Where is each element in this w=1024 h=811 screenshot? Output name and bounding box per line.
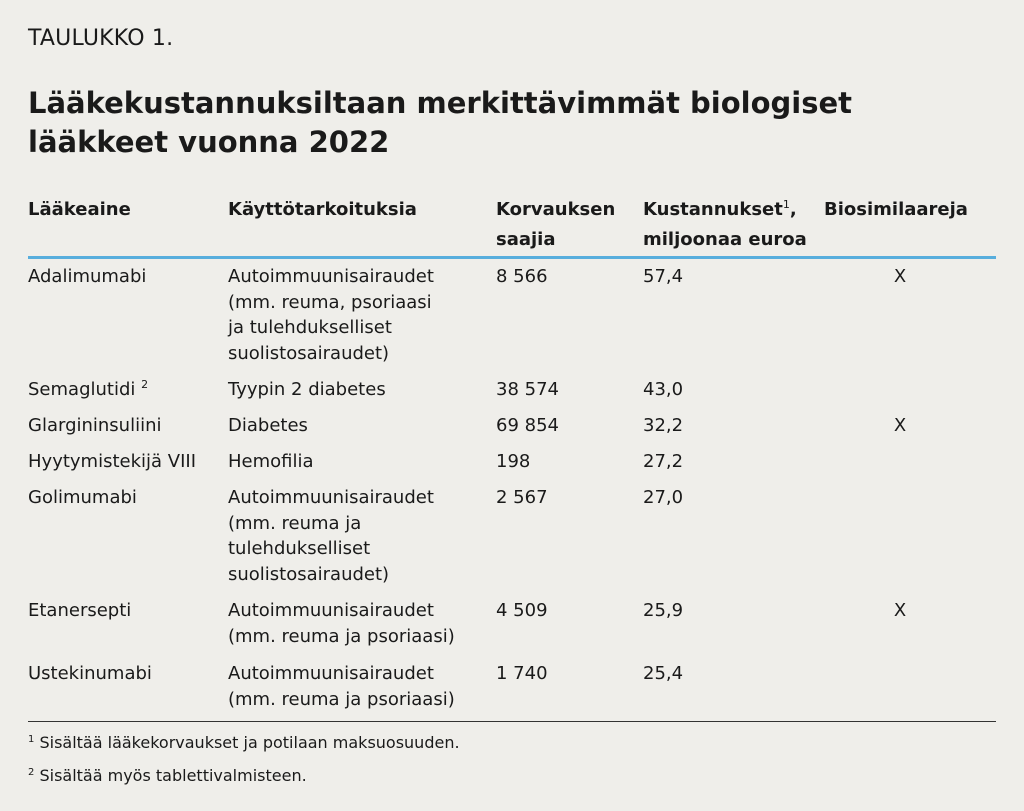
cell-kayttotarkoitus (228, 485, 488, 587)
cell-korvauksen-saajia: 8 566 (496, 266, 548, 287)
title-line: lääkkeet vuonna 2022 (28, 125, 390, 159)
cell-biosimilaareja: X (893, 415, 907, 436)
usage-line: Tyypin 2 diabetes (228, 379, 386, 400)
cell-korvauksen-saajia: 198 (496, 451, 531, 472)
cell-laakeaine (28, 598, 218, 624)
usage-line: (mm. reuma ja psoriaasi) (228, 688, 455, 710)
header-text: Kustannukset (643, 199, 783, 220)
header-korvauksen-saajia (496, 195, 626, 255)
cell-kustannukset: 32,2 (643, 415, 684, 436)
cell-kayttotarkoitus (228, 264, 488, 366)
cell-korvauksen-saajia: 2 567 (496, 487, 548, 508)
footnote-1 (28, 732, 460, 754)
header-text: saajia (496, 229, 556, 250)
cell-korvauksen-saajia: 4 509 (496, 600, 548, 621)
usage-line: Diabetes (228, 415, 308, 436)
table-label: TAULUKKO 1. (28, 26, 174, 51)
usage-line: (mm. reuma, psoriaasi (228, 291, 432, 313)
drug-name: Etanersepti (28, 600, 132, 621)
usage-line: suolistosairaudet) (228, 342, 390, 364)
cell-korvauksen-saajia: 1 740 (496, 663, 548, 684)
cell-kustannukset: 43,0 (643, 379, 684, 400)
footer-divider (28, 721, 996, 722)
cell-laakeaine (28, 449, 218, 475)
cell-kustannukset: 27,2 (643, 451, 684, 472)
footnote-ref: 2 (141, 378, 149, 391)
header-laakeaine: Lääkeaine (28, 199, 131, 220)
header-divider (28, 256, 996, 259)
usage-line: (mm. reuma ja (228, 512, 362, 534)
cell-biosimilaareja: X (893, 266, 907, 287)
drug-name: Hyytymistekijä VIII (28, 451, 197, 472)
table-title (28, 84, 928, 162)
usage-line: (mm. reuma ja psoriaasi) (228, 625, 455, 647)
cell-kayttotarkoitus (228, 377, 488, 403)
header-text: miljoonaa euroa (643, 229, 807, 250)
footnote-text: Sisältää myös tablettivalmisteen. (39, 766, 307, 785)
drug-name: Golimumabi (28, 487, 137, 508)
cell-korvauksen-saajia: 38 574 (496, 379, 559, 400)
footnote-2 (28, 765, 307, 787)
usage-line: Autoimmuunisairaudet (228, 266, 434, 287)
usage-line: tulehdukselliset (228, 538, 371, 559)
cell-kayttotarkoitus (228, 661, 488, 712)
usage-line: Autoimmuunisairaudet (228, 663, 434, 684)
cell-biosimilaareja: X (893, 600, 907, 621)
cell-laakeaine (28, 485, 218, 511)
header-text: , (789, 199, 797, 220)
footnote-mark: 1 (28, 734, 35, 745)
cell-kustannukset: 25,4 (643, 663, 684, 684)
cell-laakeaine (28, 377, 218, 403)
cell-kustannukset: 27,0 (643, 487, 684, 508)
header-kustannukset (643, 195, 813, 255)
header-kayttotarkoitus: Käyttötarkoituksia (228, 199, 417, 220)
drug-name: Adalimumabi (28, 266, 147, 287)
cell-kustannukset: 25,9 (643, 600, 684, 621)
usage-line: Autoimmuunisairaudet (228, 600, 434, 621)
usage-line: Hemofilia (228, 451, 314, 472)
header-biosimilaareja: Biosimilaareja (824, 199, 968, 220)
drug-name: Glargininsuliini (28, 415, 162, 436)
footnote-ref: 1 (782, 198, 790, 211)
title-line: Lääkekustannuksiltaan merkittävimmät biologiset (28, 86, 853, 120)
cell-korvauksen-saajia: 69 854 (496, 415, 559, 436)
usage-line: suolistosairaudet) (228, 563, 390, 585)
cell-kayttotarkoitus (228, 598, 488, 649)
cell-kustannukset: 57,4 (643, 266, 684, 287)
footnote-text: Sisältää lääkekorvaukset ja potilaan maksuosuuden. (39, 733, 460, 752)
cell-laakeaine (28, 661, 218, 687)
cell-kayttotarkoitus (228, 449, 488, 475)
header-text: Korvauksen (496, 199, 616, 220)
cell-laakeaine (28, 264, 218, 290)
drug-name: Semaglutidi (28, 379, 136, 400)
footnote-mark: 2 (28, 767, 35, 778)
usage-line: Autoimmuunisairaudet (228, 487, 434, 508)
drug-name: Ustekinumabi (28, 663, 152, 684)
cell-laakeaine (28, 413, 218, 439)
usage-line: ja tulehdukselliset (228, 317, 392, 338)
cell-kayttotarkoitus (228, 413, 488, 439)
